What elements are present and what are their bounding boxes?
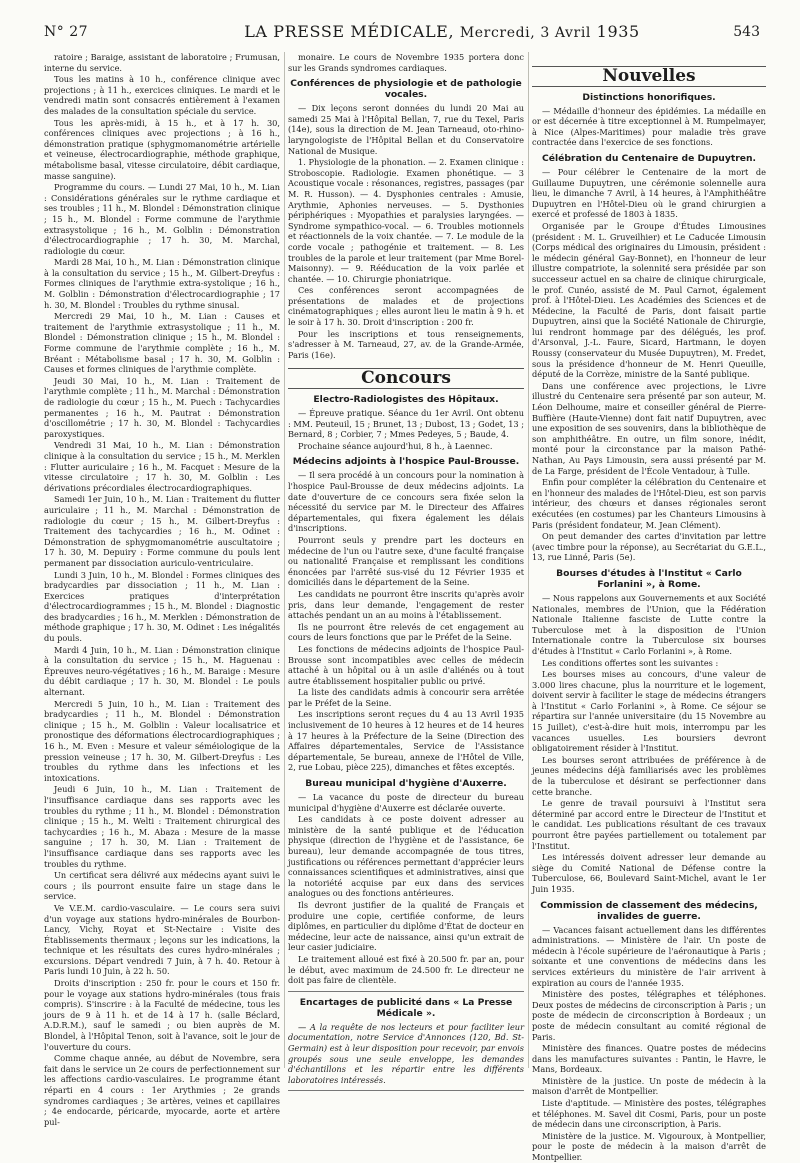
paragraph: Dans une conférence avec projections, le Livre illustré du Centenaire sera présenté par son auteur, M. Léon Delhoume, maire et conseiller général de Pierre-Buffière (Haute-Vienne) dont fait natif Dupuytren, avec une exposition de ses souvenirs, dans la bibliothèque de son amphithéâtre. En outre, un film sonore, inédit, monté pour la circonstance par la maison Pathé-Nathan, Au Pays Limousin, sera aussi présenté par M. de La Farge, président de l'École Ventadour, à Tulle. (532, 380, 766, 476)
paragraph: Les bourses mises au concours, d'une valeur de 3.000 lires chacune, plus la nourriture et le logement, doivent servir à faciliter le stage de médecins étrangers à l'Institut « Carlo Forlanini », à Rome. Ce séjour se répartira sur l'année universitaire (du 15 Novembre au 15 Juillet), c'est-à-dire huit mois, interrompu par les vacances usuelles. Les boursiers devront obligatoirement résider à l'Institut. (532, 669, 766, 754)
paragraph: Mercredi 5 Juin, 10 h., M. Lian : Traitement des bradycardies ; 11 h., M. Blondel : Démonstration clinique ; 15 h., M. Golblin : Valeur localisatrice et pronostique des déformations électrocardiographiques ; 16 h., M. Even : Mesure et valeur séméiologique de la pression veineuse ; 17 h. 30, M. Gilbert-Dreyfus : Les troubles du rythme dans les infections et les intoxications. (44, 698, 280, 783)
paragraph: — Pour célébrer le Centenaire de la mort de Guillaume Dupuytren, une cérémonie solennelle aura lieu, le dimanche 7 Avril, à 14 heures, à l'Amphithéâtre Dupuytren en l'Hôtel-Dieu où le grand chirurgien a exercé et professé de 1803 à 1835. (532, 166, 766, 220)
section-heading: Distinctions honorifiques. (582, 91, 716, 103)
page-number: 543 (733, 24, 760, 40)
paragraph: Tous les après-midi, à 15 h., et à 17 h. 30, conférences cliniques avec projections ; à 16 h., démonstration pratique (sphygmomanométrie artérielle et veineuse, électrocardiographie, méthode graphique, métabolisme basal, vitesse circulatoire, débit cardiaque, masse sanguine). (44, 117, 280, 181)
paragraph: Ministère de la justice. Un poste de médecin à la maison d'arrêt de Montpellier. (532, 1075, 766, 1097)
paragraph: Les candidats à ce poste doivent adresser au ministère de la santé publique et de l'éducation physique (direction de l'hygiène et de l'assistance, 6e bureau), leur demande accompagnée de tous titres, justifications ou références permettant d'apprécier leurs connaissances scientifiques et administratives, ainsi que la notoriété acquise par eux dans des services analogues ou des fonctions antérieures. (288, 814, 524, 899)
paragraph: — Vacances faisant actuellement dans les différentes administrations. — Ministère de l'air. Un poste de médecin à l'école supérieure de l'aéronautique à Paris ; soixante et une conventions de médecins dans les services extérieurs du ministère de l'air arrivent à expiration au cours de l'année 1935. (532, 924, 766, 988)
paragraph: Mardi 28 Mai, 10 h., M. Lian : Démonstration clinique à la consultation du service ; 15 h., M. Gilbert-Dreyfus : Formes cliniques de l'arythmie extra-systolique ; 16 h., M. Golblin : Démonstration d'électrocardiographie ; 17 h. 30, M. Blondel : Troubles du rythme sinusal. (44, 257, 280, 310)
paragraph: — Il sera procédé à un concours pour la nomination à l'hospice Paul-Brousse de deux médecins adjoints. La date d'ouverture de ce concours sera fixée selon la nécessité du service par M. le Directeur des Affaires départementales, qui fixera également les délais d'inscriptions. (288, 470, 524, 534)
paragraph: Ministère des postes, télégraphes et téléphones. Deux postes de médecins de circonscription à Paris ; un poste de médecin de circonscription à Bordeaux ; un poste de médecin consultant au comité régional de Paris. (532, 989, 766, 1042)
paragraph: Le traitement alloué est fixé à 20.500 fr. par an, pour le début, avec maximum de 24.500 fr. Le directeur ne doit pas faire de clientèle. (288, 953, 524, 986)
paragraph: Ve V.E.M. cardio-vasculaire. — Le cours sera suivi d'un voyage aux stations hydro-minérales de Bourbon-Lancy, Vichy, Royat et St-Nectaire : Visite des Établissements thermaux ; leçons sur les indications, la technique et les résultats des cures hydro-minérales ; excursions. Départ vendredi 7 Juin, à 7 h. 40. Retour à Paris lundi 10 Juin, à 22 h. 50. (44, 902, 280, 977)
paragraph: Le genre de travail poursuivi à l'Institut sera déterminé par accord entre le Directeur de l'Institut et le candidat. Les publications résultant de ces travaux pourront être payées partiellement ou totalement par l'Institut. (532, 798, 766, 851)
page-body (44, 52, 766, 1163)
paragraph: Comme chaque année, au début de Novembre, sera fait dans le service un 2e cours de perfectionnement sur les affections cardio-vasculaires. Le programme étant réparti en 4 cours : 1er Arythmies ; 2e grands syndromes cardiaques ; 3e artères, veines et capillaires ; 4e endocarde, péricarde, myocarde, aorte et artère pul- (44, 1053, 280, 1127)
paragraph: Mercredi 29 Mai, 10 h., M. Lian : Causes et traitement de l'arythmie extrasystolique ; 11 h., M. Blondel : Démonstration clinique ; 15 h., M. Blondel : Forme commune de l'arythmie complète ; 16 h., M. Bréant : Métabolisme basal ; 17 h. 30, M. Golblin : Causes et formes cliniques de l'arythmie complète. (44, 311, 280, 375)
paragraph: monaire. Le cours de Novembre 1935 portera donc sur les Grands syndromes cardiaques. (288, 52, 524, 73)
paragraph: Mardi 4 Juin, 10 h., M. Lian : Démonstration clinique à la consultation du service ; 15 h., M. Haguenau : Épreuves neuro-végétatives ; 16 h., M. Baraige : Mesure du débit cardiaque ; 17 h. 30, M. Blondel : Le pouls alternant. (44, 644, 280, 698)
paragraph: — Nous rappelons aux Gouvernements et aux Société Nationales, membres de l'Union, que la Fédération Nationale Italienne fasciste de Lutte contre la Tuberculose met à la disposition de l'Union Internationale contre la Tuberculose six bourses d'études à l'Institut « Carlo Forlanini », à Rome. (532, 592, 766, 656)
paragraph: Les bourses seront attribuées de préférence à de jeunes médecins déjà familiarisés avec les problèmes de la tuberculose et désirant se perfectionner dans cette branche. (532, 754, 766, 797)
column-divider (528, 52, 529, 1068)
section-heading: Electro-Radiologistes des Hôpitaux. (313, 394, 499, 406)
paragraph: — La vacance du poste de directeur du bureau municipal d'hygiène d'Auxerre est déclarée ouverte. (288, 792, 524, 813)
column-left (44, 52, 281, 1127)
paragraph: — A la requête de nos lecteurs et pour faciliter leur documentation, notre Service d'Annonces (120, Bd. St-Germain) est à leur disposition pour recevoir, par envois groupés sous une seule enveloppe, les demandes d'échantillons et les répartir entre les différents laboratoires intéressés. (288, 1021, 524, 1085)
paragraph: Organisée par le Groupe d'Études Limousines (président : M. L. Gruveilhier) et Le Caducée Limousin (Corps médical des originaires du Limousin, président : le médecin général Gay-Bonnet), en l'honneur de leur illustre compatriote, la solennité sera présidée par son successeur actuel en sa chaire de clinique chirurgicale, le prof. Cunéo, assisté de M. Paul Carnot, également prof. à l'Hôtel-Dieu. Les Académies des Sciences et de Médecine, la Faculté de Paris, dont faisait partie Dupuytren, ainsi que la Société Nationale de Chirurgie, lui rendront hommage par des délégués, les prof. d'Arsonval, J.-L. Faure, Sicard, Hartmann, le doyen Roussy (conservateur du Musée Dupuytren), M. Fredet, sous la présidence d'honneur de M. Henri Queuille, député de la Corrèze, ministre de la Santé publique. (532, 220, 766, 380)
paragraph: Les inscriptions seront reçues du 4 au 13 Avril 1935 inclusivement de 10 heures à 12 heures et de 14 heures à 17 heures à la Préfecture de la Seine (Direction des Affaires départementales, Service de l'Assistance départementale, 5e bureau, annexe de l'Hôtel de Ville, 2, rue Lobau, pièce 225), dimanches et fêtes exceptés. (288, 709, 524, 773)
masthead-year: 1935 (596, 22, 640, 41)
paragraph: Pourront seuls y prendre part les docteurs en médecine de l'un ou l'autre sexe, d'une faculté française ou nationalité Française et remplissant les conditions énoncées par l'arrêté sus-visé du 12 Février 1935 et domiciliés dans le département de la Seine. (288, 534, 524, 588)
column-middle (288, 52, 524, 1085)
paragraph: Lundi 3 Juin, 10 h., M. Blondel : Formes cliniques des bradycardies par dissociation ; 11 h., M. Lian : Exercices pratiques d'interprétation d'électrocardiogrammes ; 15 h., M. Blondel : Diagnostic des bradycardies ; 16 h., M. Merklen : Démonstration de méthode graphique ; 17 h. 30, M. Odinet : Les inégalités du pouls. (44, 569, 281, 644)
paragraph: Enfin pour compléter la célébration du Centenaire et en l'honneur des malades de l'Hôtel-Dieu, est son parvis intérieur, des chœurs et danses régionales seront exécutées (en costumes) par les Chanteurs Limousins à Paris (président fondateur, M. Jean Clément). (532, 477, 766, 530)
paragraph: Un certificat sera délivré aux médecins ayant suivi le cours ; ils pourront ensuite faire un stage dans le service. (44, 870, 280, 902)
issue-number: N° 27 (44, 24, 89, 40)
nouvelles-title: Nouvelles (532, 66, 766, 87)
paragraph: Prochaine séance aujourd'hui, 8 h., à Laennec. (298, 440, 493, 451)
paragraph: — Médaille d'honneur des épidémies. La médaille en or est décernée à titre exceptionnel à M. Rumpelmayer, à Nice (Alpes-Maritimes) pour maladie très grave contractée dans l'exercice de ses fonctions. (532, 105, 766, 148)
paragraph: Les candidats ne pourront être inscrits qu'après avoir pris, dans leur demande, l'engagement de rester attachés pendant un an au moins à l'établissement. (288, 588, 524, 621)
paragraph: On peut demander des cartes d'invitation par lettre (avec timbre pour la réponse), au Secrétariat du G.E.L., 13, rue Linné, Paris (5e). (532, 531, 766, 563)
section-rule (288, 1090, 524, 1091)
paragraph: Ils devront justifier de la qualité de Français et produire une copie, certifiée conforme, de leurs diplômes, en particulier du diplôme d'État de docteur en médecine, leur acte de naissance, ainsi qu'un extrait de leur casier judiciaire. (288, 899, 524, 953)
paragraph: 1. Physiologie de la phonation. — 2. Examen clinique : Stroboscopie. Radiologie. Examen phonétique. — 3 Acoustique vocale : résonances, registres, passages (par M. R. Husson). — 4. Dysphonies centrales : Amusie, Arythmie, Aphonies nerveuses. — 5. Dysthonies périphériques : Myopathies et paralysies laryngées. — Syndrome sympathico-vocal. — 6. Troubles motionnels et réactionnels de la voix chantée. — 7. Le module de la corde vocale ; pathogénie et traitement. — 8. Les troubles de la parole et leur traitement (par Mme Borel-Maisonny). — 9. Rééducation de la voix parlée et chantée. — 10. Chirurgie phoniatrique. (288, 157, 524, 284)
section-heading: Bureau municipal d'hygiène d'Auxerre. (305, 778, 507, 790)
paragraph: Pour les inscriptions et tous renseignements, s'adresser à M. Tarneaud, 27, av. de la Grande-Armée, Paris (16e). (288, 328, 524, 360)
paragraph: Les intéressés doivent adresser leur demande au siège du Comité National de Défense contre la Tuberculose, 66, Boulevard Saint-Michel, avant le 1er Juin 1935. (532, 852, 766, 894)
paragraph: Ces conférences seront accompagnées de présentations de malades et de projections cinématographiques ; elles auront lieu le matin à 9 h. et le soir à 17 h. 30. Droit d'inscription : 200 fr. (288, 285, 524, 328)
section-heading: Conférences de physiologie et de pathologie vocales. (290, 78, 522, 101)
paragraph: Liste d'aptitude. — Ministère des postes, télégraphes et téléphones. M. Savel dit Cosmi, Paris, pour un poste de médecin dans une circonscription, à Paris. (532, 1098, 766, 1130)
paragraph: — Épreuve pratique. Séance du 1er Avril. Ont obtenu : MM. Peuteuil, 15 ; Brunet, 13 ; Dubost, 13 ; Godet, 13 ; Bernard, 8 ; Corbier, 7 ; Mmes Pedeyes, 5 ; Baude, 4. (288, 408, 524, 440)
column-divider (284, 52, 285, 1068)
paragraph: — Dix leçons seront données du lundi 20 Mai au samedi 25 Mai à l'Hôpital Bellan, 7, rue du Texel, Paris (14e), sous la direction de M. Jean Tarneaud, oto-rhino-laryngologiste de l'Hôpital Bellan et du Conservatoire National de Musique. (288, 103, 524, 156)
section-heading: Bourses d'études à l'Institut « Carlo Forlanini », à Rome. (556, 567, 742, 590)
concours-title: Concours (288, 368, 524, 389)
section-heading: Célébration du Centenaire de Dupuytren. (541, 152, 757, 164)
paragraph: Droits d'inscription : 250 fr. pour le cours et 150 fr. pour le voyage aux stations hydro-minérales (tous frais compris). S'inscrire : à la Faculté de médecine, tous les jours de 9 à 11 h. et de 14 à 17 h. (salle Béclard, A.D.R.M.), sauf le samedi ; ou bien auprès de M. Blondel, à l'Hôpital Tenon, soit à l'avance, soit le jour de l'ouverture du cours. (44, 978, 280, 1052)
section-heading: Commission de classement des médecins, invalides de guerre. (540, 899, 758, 922)
paragraph: Ministère de la justice. M. Vigouroux, à Montpellier, pour le poste de médecin à la maison d'arrêt de Montpellier. (532, 1130, 766, 1163)
paragraph: Jeudi 6 Juin, 10 h., M. Lian : Traitement de l'insuffisance cardiaque dans ses rapports avec les troubles du rythme ; 11 h., M. Blondel : Démonstration clinique ; 15 h., M. Welti : Traitement chirurgical des tachycardies ; 16 h., M. Abaza : Mesure de la masse sanguine ; 17 h. 30, M. Lian : Traitement de l'insuffisance cardiaque dans ses rapports avec les troubles du rythme. (44, 784, 280, 869)
paragraph: Programme du cours. — Lundi 27 Mai, 10 h., M. Lian : Considérations générales sur le rythme cardiaque et ses troubles ; 11 h., M. Blondel : Démonstration clinique ; 15 h., M. Blondel : Forme commune de l'arythmie extrasystolique ; 16 h., M. Golblin : Démonstration d'électrocardiographie ; 17 h. 30, M. Marchal, radiologie du cœur. (44, 182, 280, 256)
paragraph: Les conditions offertes sont les suivantes : (542, 657, 719, 668)
paragraph: Vendredi 31 Mai, 10 h., M. Lian : Démonstration clinique à la consultation du service ; 15 h., M. Merklen : Flutter auriculaire ; 16 h., M. Facquet : Mesure de la vitesse circulatoire ; 17 h. 30, M. Golblin : Les dérivations précordiales électrocardiographiques. (44, 440, 280, 493)
page-header (44, 22, 760, 44)
section-heading: Encartages de publicité dans « La Presse Médicale ». (299, 996, 513, 1019)
paragraph: Jeudi 30 Mai, 10 h., M. Lian : Traitement de l'arythmie complète ; 11 h., M. Marchal : Démonstration de radiologie du cœur ; 15 h., M. Puech : Tachycardies permanentes ; 16 h., M. Pautrat : Démonstration d'oscillométrie ; 17 h. 30, M. Blondel : Tachycardies paroxystiques. (44, 375, 280, 439)
paragraph: Samedi 1er Juin, 10 h., M. Lian : Traitement du flutter auriculaire ; 11 h., M. Marchal : Démonstration de radiologie du cœur ; 15 h., M. Gilbert-Dreyfus : Traitement des tachycardies ; 16 h., M. Odinet : Démonstration de sphygmomanométrie auscultatoire ; 17 h. 30, M. Depuiry : Forme commune du pouls lent permanent par dissociation auriculo-ventriculaire. (44, 494, 280, 568)
masthead-title: LA PRESSE MÉDICALE, (244, 22, 455, 41)
column-right (532, 52, 766, 1163)
section-heading: Médecins adjoints à l'hospice Paul-Brousse. (292, 456, 520, 468)
paragraph: La liste des candidats admis à concourir sera arrêtée par le Préfet de la Seine. (288, 687, 524, 708)
section-rule (288, 991, 524, 992)
course-program (44, 52, 280, 1127)
paragraph: Ministère des finances. Quatre postes de médecins dans les manufactures suivantes : Pantin, le Havre, le Mans, Bordeaux. (532, 1043, 766, 1075)
paragraph: Tous les matins à 10 h., conférence clinique avec projections ; à 11 h., exercices cliniques. Le mardi et le vendredi matin sont consacrés entièrement à l'examen des malades de la consultation spéciale du service. (44, 74, 280, 116)
paragraph: ratoire ; Baraige, assistant de laboratoire ; Frumusan, interne du service. (44, 52, 280, 73)
paragraph: Ils ne pourront être relevés de cet engagement au cours de leurs fonctions que par le Préfet de la Seine. (288, 621, 524, 643)
paragraph: Les fonctions de médecins adjoints de l'hospice Paul-Brousse sont incompatibles avec celles de médecin attaché à un hôpital ou à un asile d'aliénés ou à tout autre établissement hospitalier public ou privé. (288, 643, 524, 686)
masthead-date: Mercredi, 3 Avril (459, 25, 591, 41)
masthead (244, 22, 640, 41)
